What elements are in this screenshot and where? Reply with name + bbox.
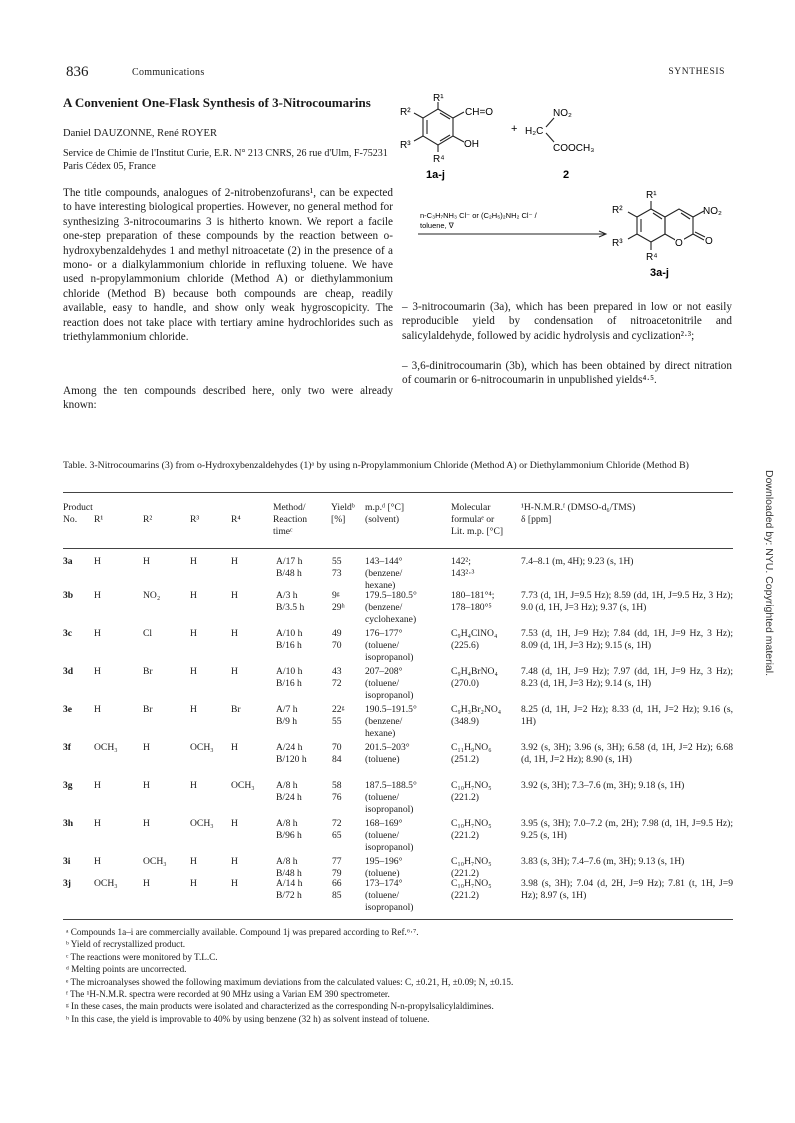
table-cell-mp: 190.5–191.5° (benzene/ hexane)	[365, 704, 417, 739]
scheme-no2-product: NO₂	[703, 206, 722, 217]
header-r4: R⁴	[231, 514, 241, 525]
page-number: 836	[66, 64, 89, 80]
table-cell-mp: 195–196° (toluene)	[365, 856, 403, 879]
scheme-h2c: H₂C	[525, 126, 544, 137]
scheme-cho: CH=O	[465, 107, 494, 118]
table-cell-no: 3d	[63, 666, 74, 677]
table-cell-nmr: 3.92 (s, 3H); 7.3–7.6 (m, 3H); 9.18 (s, 1H)	[521, 780, 685, 791]
table-cell-r2: H	[143, 780, 150, 791]
table-cell-nmr: 3.98 (s, 3H); 7.04 (d, 2H, J=9 Hz); 7.81 (t, 1H, J=9 Hz); 8.97 (s, 1H)	[521, 878, 733, 901]
section-label: Communications	[132, 67, 205, 78]
table-cell-method: A/3 h B/3.5 h	[276, 590, 305, 613]
table-cell-r3: H	[190, 556, 197, 567]
table-cell-formula: C₉H₄ClNO₄ (225.6)	[451, 628, 498, 651]
table-cell-no: 3b	[63, 590, 74, 601]
footnote: ᵃ Compounds 1a–i are commercially available. Compound 1j was prepared according to Ref.⁶·⁷.	[66, 927, 419, 937]
table-cell-formula: C₁₀H₇NO₅ (221.2)	[451, 780, 492, 803]
known-compound-3b: – 3,6-dinitrocoumarin (3b), which has been obtained by direct nitration of coumarin or 6-nitrocoumarin in unpublished yields⁴·⁵.	[402, 360, 732, 387]
nitroacetate-structure	[546, 118, 554, 142]
table-cell-r1: H	[94, 780, 101, 791]
table-cell-r4: H	[231, 742, 238, 753]
table-cell-formula: C₁₁H₉NO₆ (251.2)	[451, 742, 492, 765]
table-cell-r2: Br	[143, 666, 153, 677]
table-cell-yield: 43 72	[332, 666, 342, 689]
table-cell-formula: C₉H₃Br₂NO₄ (348.9)	[451, 704, 502, 727]
table-top-rule	[63, 492, 733, 493]
table-cell-yield: 77 79	[332, 856, 342, 879]
scheme-conditions: toluene, ∇	[420, 221, 454, 230]
table-cell-yield: 72 65	[332, 818, 342, 841]
table-cell-no: 3c	[63, 628, 73, 639]
table-cell-r4: H	[231, 556, 238, 567]
table-cell-mp: 168–169° (toluene/ isopropanol)	[365, 818, 414, 853]
scheme-r2: R²	[400, 107, 411, 118]
product-r2: R²	[612, 205, 623, 216]
table-cell-nmr: 7.4–8.1 (m, 4H); 9.23 (s, 1H)	[521, 556, 634, 567]
table-cell-formula: 180–181°⁴; 178–180°⁵	[451, 590, 495, 613]
table-cell-r4: H	[231, 818, 238, 829]
table-cell-method: A/8 h B/24 h	[276, 780, 302, 803]
table-cell-r4: Br	[231, 704, 241, 715]
table-cell-nmr: 3.95 (s, 3H); 7.0–7.2 (m, 2H); 7.98 (d, 1H, J=9.5 Hz); 9.25 (s, 1H)	[521, 818, 733, 841]
footnote: ʰ In this case, the yield is improvable to 40% by using benzene (32 h) as solvent instead of toluene.	[66, 1013, 430, 1024]
table-cell-formula: 142²; 143²·³	[451, 556, 475, 579]
table-cell-no: 3i	[63, 856, 71, 867]
scheme-oh: OH	[464, 139, 479, 150]
table-cell-r3: H	[190, 590, 197, 601]
header-method: Method/ Reaction timeᶜ	[273, 502, 308, 537]
journal-name: SYNTHESIS	[668, 67, 725, 77]
table-cell-r2: H	[143, 556, 150, 567]
table-cell-yield: 49 70	[332, 628, 342, 651]
footnote: ᵉ The microanalyses showed the following maximum deviations from the calculated values: C, ±0.21, H, ±0.09; N, ±0.15.	[66, 976, 514, 987]
table-cell-r2: H	[143, 878, 150, 889]
table-cell-no: 3e	[63, 704, 73, 715]
table-cell-method: A/10 h B/16 h	[276, 666, 303, 689]
header-r1: R¹	[94, 514, 104, 525]
table-cell-nmr: 3.83 (s, 3H); 7.4–7.6 (m, 3H); 9.13 (s, 1H)	[521, 856, 685, 867]
table-cell-no: 3a	[63, 556, 73, 567]
table-cell-no: 3g	[63, 780, 73, 791]
coumarin-ring-o: O	[675, 238, 683, 249]
table-cell-r1: H	[94, 818, 101, 829]
table-cell-yield: 9ᵍ 29ʰ	[332, 590, 345, 613]
scheme-cooch3: COOCH₃	[553, 143, 595, 154]
table-cell-mp: 187.5–188.5° (toluene/ isopropanol)	[365, 780, 417, 815]
table-cell-mp: 143–144° (benzene/ hexane)	[365, 556, 403, 591]
scheme-r1: R¹	[433, 94, 444, 104]
footnote: ᵇ Yield of recrystallized product.	[66, 939, 186, 950]
table-cell-mp: 179.5–180.5° (benzene/ cyclohexane)	[365, 590, 417, 625]
label-3aj: 3a-j	[650, 267, 669, 279]
coumarin-carbonyl-o: O	[705, 236, 713, 247]
table-cell-mp: 201.5–203° (toluene)	[365, 742, 410, 765]
product-r1: R¹	[646, 190, 657, 201]
table-cell-yield: 70 84	[332, 742, 342, 765]
table-header-rule	[63, 548, 733, 549]
table-cell-yield: 58 76	[332, 780, 342, 803]
table-cell-yield: 66 85	[332, 878, 342, 901]
header-yield: Yieldᵇ [%]	[331, 502, 355, 525]
table-cell-method: A/24 h B/120 h	[276, 742, 307, 765]
table-cell-no: 3h	[63, 818, 74, 829]
table-cell-yield: 22ᵍ 55	[332, 704, 345, 727]
download-watermark: Downloaded by: NYU. Copyrighted material.	[763, 470, 775, 677]
table-cell-r3: H	[190, 856, 197, 867]
table-cell-r3: OCH₃	[190, 818, 214, 829]
table-cell-r3: H	[190, 878, 197, 889]
table-cell-r2: OCH₃	[143, 856, 167, 867]
scheme-no2-reactant: NO₂	[553, 108, 572, 119]
known-compound-3a: – 3-nitrocoumarin (3a), which has been prepared in low or not easily reproducible yield by condensation of nitroacetonitrile and salicylaldehyde, followed by acidic hydrolysis and cyclization²·³;	[402, 301, 732, 342]
table-cell-formula: C₁₀H₇NO₅ (221.2)	[451, 878, 492, 901]
header-mp: m.p.ᵈ [°C] (solvent)	[365, 502, 405, 525]
table-cell-r4: H	[231, 878, 238, 889]
table-cell-method: A/7 h B/9 h	[276, 704, 298, 727]
table-cell-r4: H	[231, 666, 238, 677]
table-cell-yield: 55 73	[332, 556, 342, 579]
table-cell-mp: 176–177° (toluene/ isopropanol)	[365, 628, 414, 663]
table-cell-no: 3j	[63, 878, 71, 889]
table-cell-r1: H	[94, 590, 101, 601]
table-cell-r4: H	[231, 628, 238, 639]
table-cell-r2: Br	[143, 704, 153, 715]
footnote: ᵈ Melting points are uncorrected.	[66, 964, 187, 975]
known-compounds-intro: Among the ten compounds described here, only two were already known:	[63, 385, 393, 412]
header-formula: Molecular formulaᵉ or Lit. m.p. [°C]	[451, 502, 504, 537]
scheme-plus: +	[511, 123, 518, 135]
table-cell-method: A/8 h B/96 h	[276, 818, 302, 841]
footnote: ᶜ The reactions were monitored by T.L.C.	[66, 951, 218, 962]
table-cell-r1: OCH₃	[94, 878, 118, 889]
header-product: Product No.	[63, 502, 93, 525]
product-r3: R³	[612, 238, 623, 249]
benzaldehyde-structure	[414, 102, 464, 152]
intro-paragraph: The title compounds, analogues of 2-nitrobenzofurans¹, can be expected to have interesting biological properties. However, no general method for synthesizing 3-nitrocoumarins 3 is hitherto known. We report a facile one-step preparation of these compounds by the reaction between o-hydroxybenzaldehydes 1 and methyl nitroacetate (2) in the presence of a mono- or a dialkylammonium chloride in refluxing toluene. We have used n-propylammonium chloride (Method A) or diethylammonium chloride (Method B) because both compounds are cheap, readily available, easy to handle, and show only weak hygroscopicity. The reaction does not take place with tertiary amine hydrochlorides such as triethylammonium chloride.	[63, 187, 393, 344]
table-cell-r3: OCH₃	[190, 742, 214, 753]
table-cell-r3: H	[190, 666, 197, 677]
header-r2: R²	[143, 514, 153, 525]
scheme-r3: R³	[400, 140, 411, 151]
table-cell-r2: H	[143, 818, 150, 829]
table-cell-nmr: 7.53 (d, 1H, J=9 Hz); 7.84 (dd, 1H, J=9 Hz, 3 Hz); 8.09 (d, 1H, J=3 Hz); 9.15 (s, 1H)	[521, 628, 733, 651]
table-cell-r4: H	[231, 590, 238, 601]
table-bottom-rule	[63, 919, 733, 920]
table-cell-r2: NO₂	[143, 590, 161, 601]
label-2: 2	[563, 169, 570, 181]
table-cell-r4: OCH₃	[231, 780, 255, 791]
table-cell-r1: H	[94, 556, 101, 567]
scheme-reagents: n-C₃H₇NH₃ Cl⁻ or (C₂H₅)₂NH₂ Cl⁻ /	[420, 211, 537, 220]
footnote: ᶠ The ¹H-N.M.R. spectra were recorded at 90 MHz using a Varian EM 390 spectrometer.	[66, 989, 390, 999]
reaction-arrow	[418, 231, 606, 237]
table-cell-method: A/8 h B/48 h	[276, 856, 302, 879]
scheme-r4: R⁴	[433, 154, 445, 165]
table-cell-formula: C₉H₄BrNO₄ (270.0)	[451, 666, 498, 689]
reaction-scheme	[398, 94, 738, 289]
product-r4: R⁴	[646, 252, 658, 263]
table-cell-nmr: 8.25 (d, 1H, J=2 Hz); 8.33 (d, 1H, J=2 Hz); 9.16 (s, 1H)	[521, 704, 733, 727]
table-cell-r1: H	[94, 666, 101, 677]
table-cell-r2: Cl	[143, 628, 153, 639]
affiliation: Service de Chimie de l'Institut Curie, E.R. N° 213 CNRS, 26 rue d'Ulm, F-75231 Paris Cédex 05, France	[63, 148, 388, 172]
table-cell-r1: OCH₃	[94, 742, 118, 753]
table-cell-r3: H	[190, 628, 197, 639]
table-cell-r3: H	[190, 704, 197, 715]
table-cell-no: 3f	[63, 742, 71, 753]
table-cell-method: A/17 h B/48 h	[276, 556, 303, 579]
coumarin-structure	[628, 201, 705, 250]
footnote: ᵍ In these cases, the main products were isolated and characterized as the corresponding N-n-propylsalicylaldimines.	[66, 1001, 494, 1012]
header-nmr: ¹H-N.M.R.ᶠ (DMSO-d₆/TMS) δ [ppm]	[521, 502, 636, 525]
table-cell-formula: C₁₀H₇NO₅ (221.2)	[451, 856, 492, 879]
table-cell-method: A/10 h B/16 h	[276, 628, 303, 651]
table-cell-r1: H	[94, 856, 101, 867]
table-cell-nmr: 7.48 (d, 1H, J=9 Hz); 7.97 (dd, 1H, J=9 Hz, 3 Hz); 8.23 (d, 1H, J=3 Hz); 9.14 (s, 1H)	[521, 666, 733, 689]
table-caption: Table. 3-Nitrocoumarins (3) from o-Hydroxybenzaldehydes (1)ᵃ by using n-Propylammonium Chloride (Method A) or Diethylammonium Chloride (Method B)	[63, 460, 689, 471]
table-cell-mp: 173–174° (toluene/ isopropanol)	[365, 878, 414, 913]
table-cell-r2: H	[143, 742, 150, 753]
article-title: A Convenient One-Flask Synthesis of 3-Nitrocoumarins	[63, 95, 371, 110]
table-cell-nmr: 3.92 (s, 3H); 3.96 (s, 3H); 6.58 (d, 1H, J=2 Hz); 6.68 (d, 1H, J=2 Hz); 8.90 (s, 1H)	[521, 742, 733, 765]
header-r3: R³	[190, 514, 200, 525]
table-cell-mp: 207–208° (toluene/ isopropanol)	[365, 666, 414, 701]
table-cell-r4: H	[231, 856, 238, 867]
author-list: Daniel DAUZONNE, René ROYER	[63, 128, 217, 139]
table-cell-r3: H	[190, 780, 197, 791]
table-cell-formula: C₁₀H₇NO₅ (221.2)	[451, 818, 492, 841]
table-cell-method: A/14 h B/72 h	[276, 878, 303, 901]
table-cell-r1: H	[94, 704, 101, 715]
table-cell-nmr: 7.73 (d, 1H, J=9.5 Hz); 8.59 (dd, 1H, J=9.5 Hz, 3 Hz); 9.0 (d, 1H, J=3 Hz); 9.37 (s, 1H)	[521, 590, 733, 613]
table-cell-r1: H	[94, 628, 101, 639]
label-1aj: 1a-j	[426, 169, 445, 181]
